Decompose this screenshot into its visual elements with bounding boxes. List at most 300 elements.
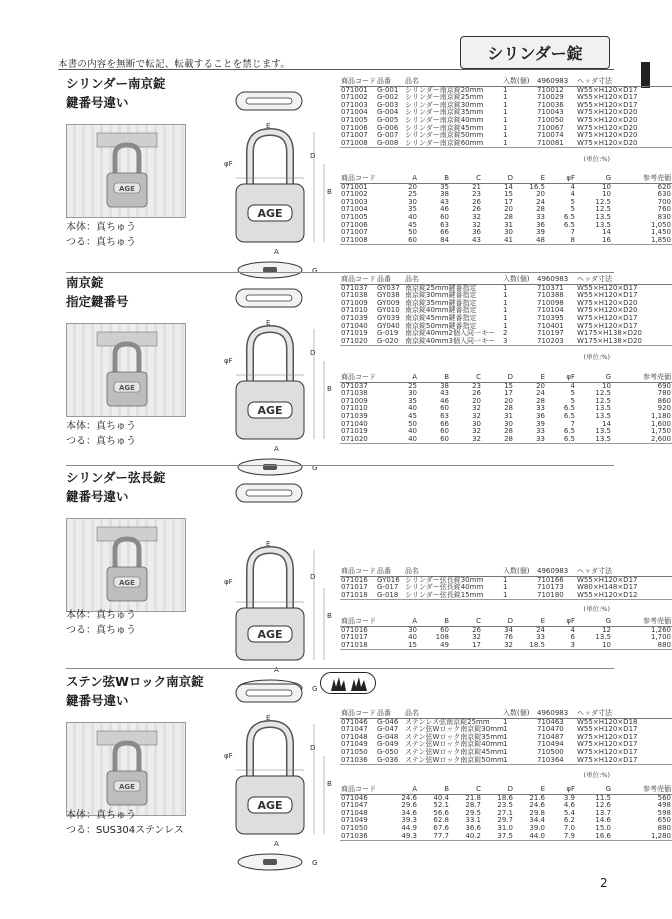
svg-text:A: A [274,248,279,256]
table-cell: 860 [657,396,671,405]
table-header-row [340,568,672,576]
table-cell: 20 [504,205,513,214]
section-title-line2: 鍵番号違い [66,95,129,110]
table-cell: 15 [386,642,418,650]
dimension-drawing [208,678,338,868]
dimension-table [340,175,672,245]
column-header: 参考売価 [612,374,672,382]
column-header: D [482,374,514,382]
column-header: 商品コード [341,709,376,717]
column-header: 入数(個) [502,568,536,576]
padlock-drawing [208,478,338,693]
table-cell: 12 [602,625,611,634]
table-cell: 710074 [537,131,564,140]
table-cell: 1 [503,93,508,102]
table-cell: 33 [536,404,545,413]
table-cell: 498 [657,801,671,810]
table-cell: 071005 [341,115,368,124]
table-cell: 071050 [341,747,368,756]
table-cell: 071010 [341,306,368,315]
table-cell: 1,750 [650,427,671,436]
table-cell: 071016 [341,575,368,584]
table-cell: 071003 [341,197,368,206]
column-header: 品番 [376,78,404,86]
table-cell: 1 [503,321,508,330]
grass-mark-icon [320,672,376,694]
column-header: B [418,786,450,794]
table-cell: G-020 [376,338,404,346]
table-cell: 28 [536,396,545,405]
table-cell: 14 [602,228,611,237]
table-cell: W75×H120×D20 [577,115,638,124]
table-cell: 4 [570,625,575,634]
table-cell: 071037 [341,283,368,292]
table-cell: 17 [504,197,513,206]
table-cell: 63 [440,411,449,420]
category-label: シリンダー錠 [460,36,610,69]
table-header-row [340,710,672,718]
table-cell: 071018 [340,642,386,650]
table-cell: 710470 [537,725,564,734]
material-info [66,419,136,449]
section-title [66,74,166,112]
table-row [340,642,672,650]
column-header: 入数(個) [502,276,536,284]
table-cell: W55×H120×D17 [577,725,638,734]
table-cell: 13.5 [595,633,611,642]
svg-text:E: E [266,122,271,130]
table-cell: 071038 [341,389,368,398]
body-material: 本体：真ちゅう [66,610,136,621]
table-cell: 1 [503,583,508,592]
table-cell: 710029 [537,93,564,102]
table-cell: 12.6 [595,801,611,810]
svg-text:G: G [312,267,318,275]
table-cell: W55×H120×D17 [577,283,638,292]
table-cell: 071002 [341,190,368,199]
table-cell: 14 [602,419,611,428]
table-cell: 34.6 [401,808,417,817]
table-cell: 34.4 [529,816,545,825]
product-photo [66,518,186,612]
table-cell: 43 [440,389,449,398]
table-cell: 77.7 [418,833,450,841]
table-cell: 40 [408,404,417,413]
lock-photo [67,324,187,418]
column-header: 商品コード [341,567,376,575]
table-cell: 071049 [341,740,368,749]
table-cell: 071039 [341,411,368,420]
table-cell: 12.5 [595,396,611,405]
table-cell: 2,600 [612,436,672,444]
table-cell: 071007 [341,131,368,140]
table-cell: 31 [504,220,513,229]
table-cell: 12.5 [595,197,611,206]
table-cell: 071040 [341,321,368,330]
unit-note: (単位:%) [583,155,610,163]
table-cell: W55×H120×D12 [576,592,672,600]
table-cell: 071001 [341,85,368,94]
column-header: D [482,175,514,183]
svg-text:A: A [274,840,279,848]
lock-photo [67,125,187,219]
table-cell: 1 [503,740,508,749]
column-header: 商品コード [340,175,386,183]
table-cell: 32 [472,411,481,420]
column-header: 商品コード [341,275,376,283]
column-header: G [576,175,612,183]
table-cell: 071004 [341,108,368,117]
table-cell: 76 [504,633,513,642]
table-cell: 20 [504,396,513,405]
table-cell: 50 [408,228,417,237]
table-cell: 30 [504,228,513,237]
table-cell: 6.5 [563,427,575,436]
column-header: 品番 [376,710,404,718]
svg-text:φF: φF [224,357,233,365]
table-cell: 710364 [536,757,576,765]
table-cell: ステン弦Wロック南京錠35mm [405,732,504,741]
table-cell: G-049 [377,740,399,749]
table-cell: 710173 [537,583,564,592]
svg-text:AGE: AGE [119,783,135,791]
table-cell: 31 [504,411,513,420]
table-cell: 40.2 [450,833,482,841]
table-header-row [340,374,672,382]
table-cell: 1,180 [650,411,671,420]
padlock-drawing [208,678,338,867]
table-row [340,833,672,841]
table-header-row [340,78,672,86]
column-header: 4960983 [536,78,576,86]
table-cell: 16.6 [576,833,612,841]
table-cell: 710098 [537,298,564,307]
column-header: 4960983 [536,710,576,718]
table-cell: 30 [408,389,417,398]
table-cell: 11.5 [595,793,611,802]
column-header: 品名 [404,568,502,576]
lock-photo [67,723,187,817]
table-cell: シリンダー弦長錠40mm [405,583,484,592]
table-cell: 南京錠25mm鍵番指定 [405,283,477,292]
table-cell: 10 [602,190,611,199]
table-cell: 40 [408,212,417,221]
svg-text:D: D [310,744,316,752]
dimension-table [340,786,672,841]
table-cell: W75×H120×D17 [577,747,638,756]
table-cell: 6.2 [563,816,575,825]
column-header: ヘッダ寸法 [576,78,672,86]
product-table [340,78,672,148]
column-header: φF [546,374,576,382]
column-header: G [576,786,612,794]
product-photo [66,722,186,816]
table-cell: 16 [576,237,612,245]
table-cell: 071046 [341,717,368,726]
table-cell: 35 [440,182,449,191]
table-cell: 60 [440,404,449,413]
table-cell: 630 [657,190,671,199]
table-cell: W75×H120×D17 [577,313,638,322]
table-cell: 24.6 [529,801,545,810]
table-cell: 38 [440,190,449,199]
shackle-material: つる：真ちゅう [66,237,136,248]
section-title-line1: シリンダー弦長錠 [66,470,166,485]
svg-text:E: E [266,319,271,327]
column-header: A [386,374,418,382]
table-cell: 32 [450,436,482,444]
table-cell: 45 [408,220,417,229]
table-cell: GY016 [377,575,400,584]
section-title [66,672,204,710]
table-cell: 12.5 [595,389,611,398]
table-cell: G-047 [377,725,399,734]
svg-text:B: B [327,188,332,196]
table-cell: 26 [472,625,481,634]
column-header: 品名 [404,710,502,718]
table-cell: 29.7 [497,816,513,825]
table-cell: W75×H120×D20 [577,123,638,132]
table-cell: 12.5 [595,205,611,214]
table-cell: 15.0 [595,823,611,832]
table-cell: 13.5 [595,220,611,229]
table-cell: 36 [536,220,545,229]
table-cell: ステンレス弦南京錠25mm [405,717,490,726]
table-cell: 071038 [341,291,368,300]
column-header: 参考売価 [612,175,672,183]
svg-text:G: G [312,685,318,693]
table-cell: 28 [536,205,545,214]
table-cell: 1 [503,575,508,584]
table-cell: 26 [472,389,481,398]
table-row [340,757,672,765]
table-cell: 7 [570,228,575,237]
table-cell: G-005 [377,115,399,124]
table-cell: 071019 [341,329,368,338]
table-cell: 2 [503,329,508,338]
table-cell: 4 [570,182,575,191]
table-cell: 071005 [341,212,368,221]
column-header: E [514,175,546,183]
table-cell: 071017 [341,583,368,592]
section-title-line2: 指定鍵番号 [66,294,129,309]
table-cell: 4 [570,190,575,199]
column-header: 商品コード [340,618,386,626]
table-cell: G-008 [376,140,404,148]
table-cell: 10 [602,182,611,191]
table-cell: 46 [440,396,449,405]
column-header: E [514,786,546,794]
table-cell: W55×H120×D17 [577,85,638,94]
table-cell: 40 [408,427,417,436]
table-cell: 26 [472,205,481,214]
unit-note: (単位:%) [583,353,610,361]
table-cell: シリンダー南京錠40mm [405,115,484,124]
table-cell: W75×H120×D20 [577,108,638,117]
table-cell: 6.5 [563,220,575,229]
column-header: C [450,374,482,382]
column-header: 品名 [404,78,502,86]
table-cell: 108 [435,633,449,642]
table-cell: 710036 [537,100,564,109]
table-row [340,592,672,600]
table-cell: 35 [408,205,417,214]
table-cell: シリンダー南京錠20mm [405,85,484,94]
table-cell: 37.5 [482,833,514,841]
section-divider [66,465,614,466]
table-cell: 32 [472,220,481,229]
table-cell: 5 [570,205,575,214]
table-cell: 4.6 [563,801,575,810]
product-photo [66,323,186,417]
table-cell: W175×H138×D20 [577,329,642,338]
table-cell: 26 [472,197,481,206]
column-header: 品名 [404,276,502,284]
table-header-row [340,618,672,626]
table-cell: 南京錠40mm2個入同一キー [405,329,495,338]
table-cell: 20 [536,190,545,199]
svg-text:φF: φF [224,752,233,760]
table-cell: 071001 [341,182,368,191]
table-cell: 6.5 [546,436,576,444]
svg-text:E: E [266,540,271,548]
product-table [340,710,672,765]
table-cell: 28 [504,404,513,413]
table-cell: 28 [504,212,513,221]
table-cell: G-003 [377,100,399,109]
table-cell: 620 [657,182,671,191]
svg-text:AGE: AGE [257,207,283,220]
table-cell: 30 [472,419,481,428]
table-cell: ステン弦Wロック南京錠50mm [405,755,504,764]
table-cell: 39.0 [529,823,545,832]
column-header: ヘッダ寸法 [576,276,672,284]
column-header: A [386,175,418,183]
table-cell: G-006 [377,123,399,132]
table-cell: W55×H120×D17 [577,100,638,109]
column-header: A [386,786,418,794]
shackle-material: つる：真ちゅう [66,625,136,636]
table-cell: 071048 [341,732,368,741]
table-cell: 1 [503,306,508,315]
table-cell: 071006 [341,123,368,132]
table-cell: 071047 [341,725,368,734]
table-cell: 23 [472,381,481,390]
shackle-material: つる：真ちゅう [66,436,136,447]
table-cell: 071047 [341,801,368,810]
lock-photo [67,519,187,613]
table-cell: 6.5 [563,212,575,221]
table-row [340,140,672,148]
table-cell: 60 [440,625,449,634]
table-cell: 33 [514,436,546,444]
section-title-line2: 鍵番号違い [66,693,129,708]
table-cell: 560 [657,793,671,802]
column-header: G [576,618,612,626]
body-material: 本体：真ちゅう [66,810,136,821]
table-cell: 1 [503,717,508,726]
table-cell: G-002 [377,93,399,102]
svg-text:AGE: AGE [119,579,135,587]
section-title-line1: シリンダー南京錠 [66,76,166,91]
table-cell: G-050 [377,747,399,756]
table-cell: 南京錠50mm鍵番指定 [405,321,477,330]
svg-text:AGE: AGE [119,185,135,193]
svg-text:B: B [327,612,332,620]
table-cell: GY010 [377,306,400,315]
table-cell: 13.5 [595,411,611,420]
table-cell: シリンダー南京錠45mm [405,123,484,132]
table-cell: W75×H120×D17 [576,757,672,765]
column-header: φF [546,175,576,183]
table-header-row [340,786,672,794]
section-title-line2: 鍵番号違い [66,489,129,504]
table-cell: 60 [440,212,449,221]
table-cell: 56.6 [433,808,449,817]
table-cell: 14 [504,182,513,191]
table-cell: 830 [657,212,671,221]
svg-text:D: D [310,152,316,160]
table-row [340,237,672,245]
material-info [66,808,184,838]
table-cell: 13.7 [595,808,611,817]
dimension-drawing [208,283,338,477]
table-cell: 45 [408,411,417,420]
dimension-drawing [208,478,338,693]
table-cell: 3 [546,642,576,650]
table-cell: シリンダー弦長錠15mm [404,592,502,600]
column-header: 参考売価 [612,618,672,626]
table-cell: 24 [536,197,545,206]
svg-text:A: A [274,445,279,453]
table-cell: 710371 [537,283,564,292]
table-cell: 920 [657,404,671,413]
table-cell: 18.5 [514,642,546,650]
table-cell: 13.5 [576,436,612,444]
table-cell: 710081 [536,140,576,148]
table-cell: 071020 [340,436,386,444]
table-cell: G-001 [377,85,399,94]
table-cell: 52.1 [433,801,449,810]
table-cell: 1 [503,108,508,117]
column-header: 入数(個) [502,710,536,718]
table-cell: 48 [514,237,546,245]
table-cell: 1 [503,85,508,94]
table-cell: G-019 [377,329,399,338]
table-cell: 39 [536,228,545,237]
table-cell: 071046 [341,793,368,802]
section-divider [66,668,614,669]
table-cell: 1 [503,100,508,109]
table-cell: 17 [450,642,482,650]
table-cell: W75×H120×D17 [577,732,638,741]
column-header: 品番 [376,568,404,576]
table-cell: 24 [536,389,545,398]
table-cell: 710203 [536,338,576,346]
material-info [66,220,136,250]
table-cell: 18.6 [497,793,513,802]
column-header: φF [546,618,576,626]
table-cell: 39 [536,419,545,428]
table-cell: 880 [657,823,671,832]
svg-text:E: E [266,714,271,722]
header-rule [58,69,614,70]
table-cell: W55×H120×D17 [577,575,638,584]
table-cell: G-018 [376,592,404,600]
table-cell: 25 [408,190,417,199]
column-header: 4960983 [536,568,576,576]
table-cell: 780 [657,389,671,398]
